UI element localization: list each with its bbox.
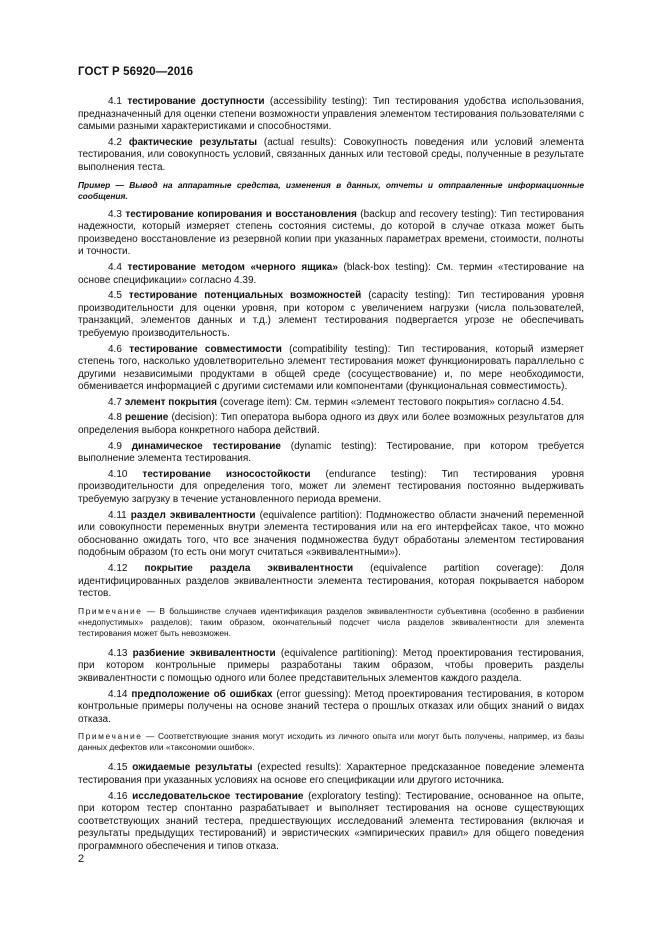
- term-text: (black-box testing): См. термин «тестирование на основе спецификации» согласно 4.39.: [78, 261, 585, 286]
- term-title: тестирование совместимости: [129, 343, 282, 355]
- term-number: 4.7: [108, 396, 122, 408]
- term-definition-4-4: [78, 262, 584, 287]
- page-number: 2: [78, 853, 85, 865]
- term-definition-4-7: [78, 397, 584, 410]
- term-number: 4.12: [108, 563, 128, 574]
- term-title: тестирование методом «черного ящика»: [127, 261, 338, 273]
- term-definition-4-2: [78, 137, 584, 175]
- term-number: 4.6: [108, 343, 122, 355]
- term-number: 4.4: [108, 261, 122, 273]
- term-definition-4-16: [78, 791, 584, 854]
- term-title: тестирование доступности: [127, 96, 265, 107]
- term-number: 4.3: [108, 208, 122, 220]
- term-title: решение: [125, 412, 169, 424]
- term-text: (expected results): Характерное предсказанное поведение элемента тестирования при указанных условиях на основе его спецификации или другого источника.: [78, 762, 584, 786]
- term-text: (equivalence partition coverage): Доля идентифицированных разделов эквивалентности элемента тестирования, которая покрывается набором тестов.: [78, 563, 585, 600]
- term-definition-4-9: [78, 441, 584, 466]
- term-text: (equivalence partition): Подмножество области значений переменной или совокупности переменных внутри элемента тестирования или на его интерфейсах такое, что можно обоснованно ожидать того, что все значения подмножества будут обработаны элементом тестирования подобным образом (то есть они могут считаться «эквивалентными»).: [78, 509, 584, 559]
- term-text: (coverage item): См. термин «элемент тестового покрытия» согласно 4.54.: [216, 396, 565, 408]
- example-paragraph: Пример — Вывод на аппаратные средства, изменения в данных, отчеты и отправленные информационные сообщения.: [78, 179, 584, 201]
- term-definition-4-3: [78, 209, 584, 259]
- term-title: предположение об ошибках: [131, 688, 273, 700]
- term-text: (decision): Тип оператора выбора одного из двух или более возможных результатов для определения выбора конкретного набора действий.: [78, 412, 585, 437]
- document-header: ГОСТ Р 56920—2016: [78, 66, 194, 78]
- term-number: 4.1: [108, 96, 122, 107]
- term-definition-4-1: [78, 96, 584, 134]
- term-definition-4-11: [78, 510, 584, 560]
- term-text: (equivalence partitioning): Метод проектирования тестирования, при котором контрольные примеры разработаны таким образом, чтобы проверить разделы эквивалентности с помощью одного или более представительных элементов каждого раздела.: [78, 647, 585, 684]
- term-number: 4.14: [108, 688, 128, 700]
- term-definition-4-8: [78, 412, 584, 437]
- term-title: динамическое тестирование: [131, 440, 281, 452]
- term-number: 4.16: [108, 790, 128, 802]
- term-title: исследовательское тестирование: [132, 790, 304, 802]
- term-title: раздел эквивалентности: [130, 509, 256, 521]
- term-number: 4.8: [108, 412, 122, 424]
- term-text: (capacity testing): Тип тестирования уровня производительности для оценки уровня, при котором с увеличением нагрузки (числа пользователей, транзакций, элементов данных и т.д.) элемент тестирования подвергается угрозе не обеспечивать требуемую производительность.: [78, 290, 584, 339]
- note-text: — Соответствующие знания могут исходить из личного опыта или могут быть получены, например, из базы данных дефектов или «таксономии ошибок».: [78, 731, 584, 753]
- term-number: 4.10: [108, 468, 128, 480]
- term-text: (actual results): Совокупность поведения или условий элемента тестирования, или совокупность условий, связанных данных или тестовой среды, полученные в результате выполнения теста.: [78, 136, 584, 173]
- term-number: 4.13: [108, 647, 128, 659]
- term-text: (dynamic testing): Тестирование, при котором требуется выполнение элемента тестирования.: [78, 440, 584, 465]
- note-paragraph: [78, 606, 584, 639]
- term-definition-4-15: [78, 762, 584, 787]
- term-text: (accessibility testing): Тип тестирования удобства использования, предназначенный для оценки степени возможности управления элементом тестирования пользователями с самыми разными характеристиками и способностями.: [78, 96, 585, 133]
- term-text: (backup and recovery testing): Тип тестирования надежности, который измеряет степень состояния системы, до которой в случае отказа может быть произведено восстановление из резервной копии при указанных параметрах времени, стоимости, полноты и точности.: [78, 208, 584, 258]
- note-label: Примечание: [78, 731, 143, 742]
- term-text: (compatibility testing): Тип тестирования, который измеряет степень того, насколько удовлетворительно элемент тестирования может функционировать параллельно с другими независимыми продуктами в общей среде (сосуществование) и, по мере необходимости, обменивается информацией с другими системами или компонентами (функциональная совместимость).: [78, 343, 584, 393]
- note-label: Примечание: [78, 605, 143, 616]
- term-definition-4-6: [78, 344, 584, 394]
- note-paragraph: [78, 731, 584, 753]
- term-title: элемент покрытия: [124, 396, 217, 408]
- term-text: (error guessing): Метод проектирования тестирования, в котором контрольные примеры получены на основе знаний тестера о прошлых отказах или общих знаний о видах отказа.: [78, 688, 584, 725]
- term-title: разбиение эквивалентности: [132, 647, 276, 659]
- term-title: тестирование потенциальных возможностей: [128, 290, 362, 302]
- term-number: 4.11: [108, 509, 127, 521]
- term-title: тестирование износостойкости: [142, 468, 311, 480]
- term-number: 4.2: [108, 136, 122, 148]
- term-definition-4-5: [78, 290, 584, 340]
- term-title: ожидаемые результаты: [132, 762, 253, 774]
- term-definition-4-14: [78, 689, 584, 727]
- term-text: (exploratory testing): Тестирование, основанное на опыте, при котором тестер спонтанно разрабатывает и выполняет тестирования на основе существующих соответствующих знаний тестера, предшествующих исследований элемента тестирования (включая и результаты предыдущих тестирований) и эвристических «эмпирических правил» для общего поведения программного обеспечения и типов отказа.: [78, 790, 585, 852]
- note-text: — В большинстве случаев идентификация разделов эквивалентности субъективна (особенно в разбиении «недопустимых» разделов); таким образом, окончательный подсчет числа разделов эквивалентности для элемента тестирования может быть невозможен.: [78, 605, 584, 638]
- term-definition-4-13: [78, 648, 584, 686]
- term-title: тестирование копирования и восстановления: [125, 208, 357, 220]
- term-number: 4.15: [108, 762, 128, 774]
- term-title: фактические результаты: [128, 136, 257, 148]
- term-number: 4.9: [108, 440, 122, 452]
- term-text: (endurance testing): Тип тестирования уровня производительности для определения того, может ли элемент тестирования постоянно выдерживать требуемую загрузку в течение установленного периода времени.: [78, 468, 584, 506]
- term-title: покрытие раздела эквивалентности: [144, 563, 354, 574]
- document-body: [78, 96, 584, 857]
- term-definition-4-12: [78, 563, 584, 601]
- term-number: 4.5: [108, 290, 122, 302]
- term-definition-4-10: [78, 469, 584, 507]
